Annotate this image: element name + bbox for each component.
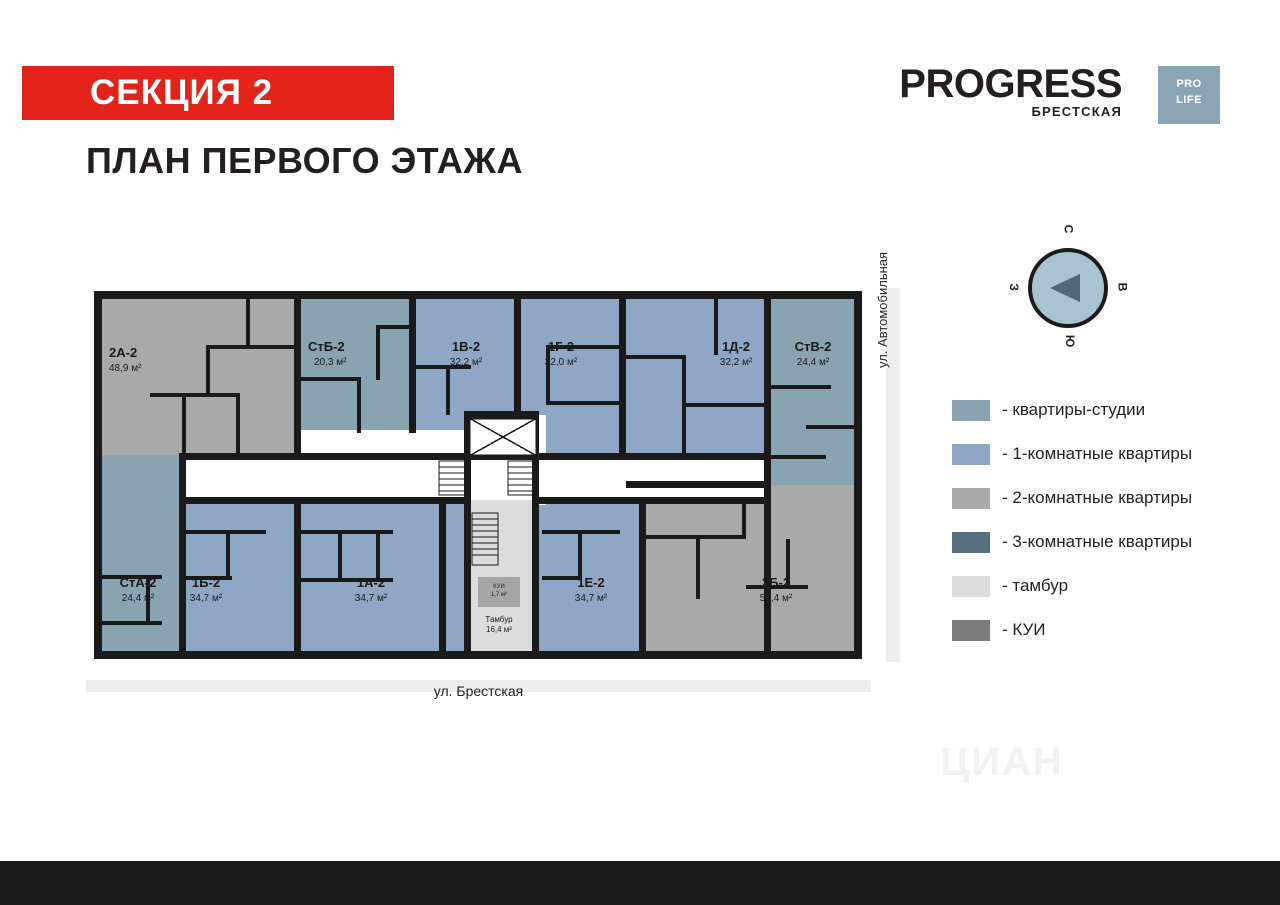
legend-label: - 2-комнатные квартиры bbox=[1002, 488, 1193, 507]
section-badge bbox=[22, 66, 394, 120]
compass-north-label: С bbox=[1061, 224, 1076, 234]
legend-label: - квартиры-студии bbox=[1002, 400, 1146, 419]
page-title: ПЛАН ПЕРВОГО ЭТАЖА bbox=[86, 140, 523, 181]
logo-tag-line1: PRO bbox=[1176, 78, 1202, 90]
unit-area: 32,2 м² bbox=[719, 357, 753, 368]
compass-east-label: В bbox=[1115, 282, 1130, 292]
unit-name: 1Д-2 bbox=[721, 339, 751, 354]
legend-label: - тамбур bbox=[1002, 576, 1069, 595]
unit-name: СтБ-2 bbox=[308, 339, 345, 354]
unit-name: СтВ-2 bbox=[794, 339, 832, 354]
legend-swatch-3room bbox=[952, 532, 990, 553]
unit-area: 32,0 м² bbox=[544, 357, 578, 368]
compass-south-label: Ю bbox=[1063, 334, 1078, 348]
legend-label: - 1-комнатные квартиры bbox=[1002, 444, 1193, 463]
unit-name: 2А-2 bbox=[109, 345, 138, 360]
unit-name: 2Б-2 bbox=[761, 575, 791, 590]
service-name: Тамбур bbox=[485, 615, 513, 624]
unit-area: 24,4 м² bbox=[796, 357, 830, 368]
service-area: 16,4 м² bbox=[486, 625, 512, 634]
legend-item bbox=[952, 524, 1252, 560]
unit-name: 1В-2 bbox=[451, 339, 481, 354]
legend-swatch-studio bbox=[952, 400, 990, 421]
compass-rose bbox=[1006, 224, 1130, 348]
legend-item bbox=[952, 392, 1252, 428]
legend-item bbox=[952, 480, 1252, 516]
footer-bar bbox=[0, 861, 1280, 905]
logo-tag-line2: LIFE bbox=[1176, 94, 1202, 106]
unit-area: 48,9 м² bbox=[109, 363, 142, 374]
logo-brand: PROGRESS bbox=[899, 62, 1122, 106]
unit-name: 1Г-2 bbox=[547, 339, 575, 354]
unit-area: 34,7 м² bbox=[189, 593, 223, 604]
unit-area: 32,2 м² bbox=[449, 357, 483, 368]
street-vertical-label: ул. Автомобильная bbox=[875, 251, 890, 368]
logo-tag bbox=[1158, 66, 1220, 124]
legend-swatch-kui bbox=[952, 620, 990, 641]
legend-label: - 3-комнатные квартиры bbox=[1002, 532, 1193, 551]
service-area: 1,7 м² bbox=[490, 592, 508, 598]
compass-needle-icon bbox=[1050, 274, 1080, 302]
watermark: ЦИАН bbox=[940, 740, 1064, 784]
logo bbox=[899, 62, 1220, 126]
unit-area: 52,4 м² bbox=[759, 593, 793, 604]
compass-west-label: З bbox=[1006, 283, 1021, 291]
unit-area: 20,3 м² bbox=[314, 357, 347, 368]
floor-plan bbox=[86, 285, 871, 665]
legend-item bbox=[952, 612, 1252, 648]
unit-area: 34,7 м² bbox=[354, 593, 388, 604]
unit-area: 24,4 м² bbox=[121, 593, 155, 604]
unit-name: 1Е-2 bbox=[577, 575, 605, 590]
logo-subtitle: БРЕСТСКАЯ bbox=[1031, 104, 1122, 119]
legend bbox=[952, 392, 1252, 656]
legend-label: - КУИ bbox=[1002, 620, 1046, 639]
legend-swatch-tambour bbox=[952, 576, 990, 597]
unit-name: 1Б-2 bbox=[191, 575, 221, 590]
unit-name: СтА-2 bbox=[119, 575, 157, 590]
legend-swatch-1room bbox=[952, 444, 990, 465]
section-badge-label: СЕКЦИЯ 2 bbox=[90, 73, 274, 112]
street-horizontal-label: ул. Брестская bbox=[433, 683, 524, 699]
legend-item bbox=[952, 436, 1252, 472]
unit-name: 1А-2 bbox=[356, 575, 386, 590]
legend-item bbox=[952, 568, 1252, 604]
unit-area: 34,7 м² bbox=[574, 593, 608, 604]
service-name: КУИ bbox=[493, 584, 505, 590]
legend-swatch-2room bbox=[952, 488, 990, 509]
